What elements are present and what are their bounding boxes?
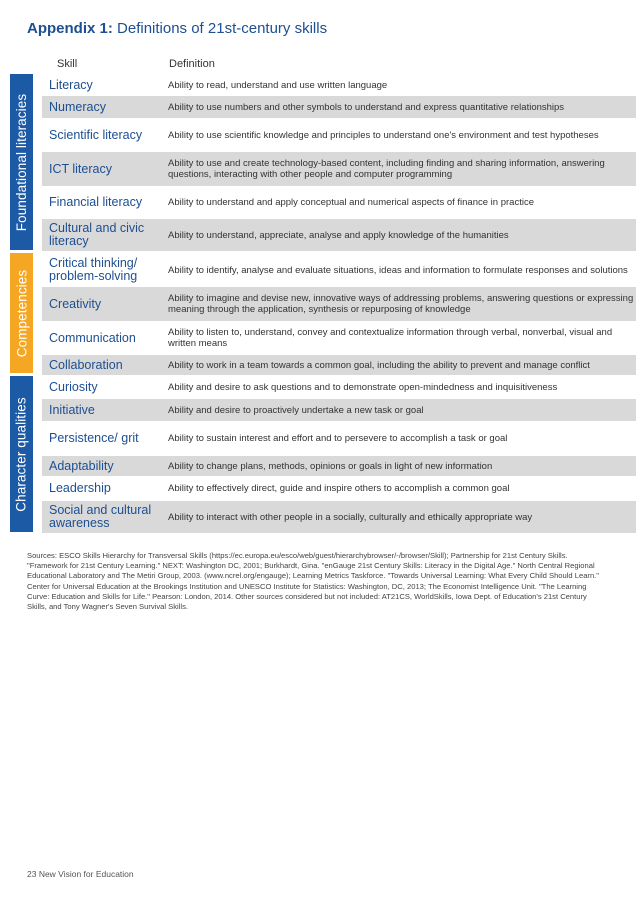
table-row (42, 218, 636, 251)
sources-note: Sources: ESCO Skills Hierarchy for Transversal Skills (https://ec.europa.eu/esco/web/guest/hierarchybrowser/-/browser/Skill); Partnership for 21st Century Skills. "Framework for 21st Century Learning." NEXT: Washington DC, 2001; Burkhardt, Gina. "enGauge 21st Century Skills: Literacy in the Digital Age." North Central Regional Educational Laboratory and The Metiri Group, 2003. (www.ncrel.org/engauge); Learning Metrics Taskforce. "Towards Universal Learning: What Every Child Should Learn." Center for Universal Education at the Brookings Institution and UNESCO Institute for Statistics: Washington, DC, 2013; The Economist Intelligence Unit. "The Learning Curve: Education and Skills for Life." Pearson: London, 2014. Other sources considered but not included: AT21CS, WorldSkills, Iowa Dept. of Education's 21st Century Skills, and Tony Wagner's Seven Survival Skills. (27, 551, 599, 612)
skill-name: Adaptability (49, 458, 114, 473)
skill-definition: Ability to effectively direct, guide and inspire others to accomplish a common goal (168, 483, 510, 494)
skill-definition: Ability to understand and apply conceptual and numerical aspects of finance in practice (168, 197, 534, 208)
skill-name: Initiative (49, 402, 95, 417)
skill-definition: Ability to interact with other people in a socially, culturally and ethically appropriate way (168, 511, 533, 523)
table-row (42, 74, 636, 95)
table-row (42, 500, 636, 533)
skill-definition: Ability to use scientific knowledge and principles to understand one's environment and test hypotheses (168, 129, 599, 141)
table-row (42, 95, 636, 118)
skill-definition: Ability to read, understand and use written language (168, 79, 388, 91)
column-header-definition: Definition (169, 58, 215, 70)
skill-definition: Ability to identify, analyse and evaluate situations, ideas and information to formulate responses and solutions (168, 264, 628, 276)
table-row (42, 253, 636, 286)
skill-name: Social and cultural awareness (49, 503, 152, 530)
skill-name: Leadership (49, 481, 111, 495)
skill-name: Persistence/ grit (49, 430, 139, 445)
skill-name: Communication (49, 330, 136, 345)
skill-name: Literacy (49, 77, 93, 92)
skill-name: Creativity (49, 296, 102, 311)
table-row (42, 376, 636, 398)
skill-definition: Ability and desire to ask questions and to demonstrate open-mindedness and inquisitiveness (168, 382, 558, 393)
skill-name: Collaboration (49, 357, 123, 372)
skill-name: Numeracy (49, 99, 106, 114)
skill-definition: Ability to understand, appreciate, analyse and apply knowledge of the humanities (168, 229, 509, 241)
page-footer: 23 New Vision for Education (27, 869, 134, 879)
column-header-skill: Skill (57, 58, 78, 70)
skill-name: Cultural and civic literacy (49, 221, 145, 248)
skill-name: Critical thinking/ problem-solving (49, 256, 138, 283)
page-title (27, 20, 327, 37)
group-label-foundational (10, 74, 33, 250)
table-row (42, 455, 636, 476)
skill-definition: Ability to imagine and devise new, innovative ways of addressing problems, answering questions or expressing meaning through the application, synthesis or repurposing of knowledge (168, 293, 634, 315)
table-row (42, 476, 636, 500)
skill-name: Financial literacy (49, 195, 143, 209)
skill-definition: Ability to sustain interest and effort and to persevere to accomplish a task or goal (168, 432, 508, 444)
skill-definition: Ability and desire to proactively undertake a new task or goal (168, 404, 424, 416)
group-label-text: Character qualities (14, 396, 29, 512)
skill-name: ICT literacy (49, 161, 112, 176)
group-label-competencies (10, 253, 33, 373)
skill-definition: Ability to listen to, understand, convey and contextualize information through verbal, nonverbal, visual and written means (168, 327, 613, 349)
skill-definition: Ability to use numbers and other symbols to understand and express quantitative relationships (168, 101, 565, 113)
skill-definition: Ability to use and create technology-based content, including finding and sharing information, answering questions, interacting with other people and computer programming (168, 158, 605, 180)
table-row (42, 118, 636, 151)
skill-name: Curiosity (49, 380, 98, 394)
table-row (42, 151, 636, 186)
group-label-text: Foundational literacies (14, 93, 30, 231)
table-row (42, 354, 636, 375)
group-label-character (10, 376, 33, 532)
table-row (42, 321, 636, 354)
table-row (42, 286, 636, 321)
skill-name: Scientific literacy (49, 127, 143, 142)
table-row (42, 186, 636, 218)
skill-definition: Ability to change plans, methods, opinions or goals in light of new information (168, 460, 493, 472)
group-label-text: Competencies (14, 269, 29, 357)
table-row (42, 421, 636, 454)
table-row (42, 398, 636, 421)
skill-definition: Ability to work in a team towards a common goal, including the ability to prevent and manage conflict (168, 359, 590, 371)
title-rest: Definitions of 21st-century skills (117, 20, 328, 37)
title-bold: Appendix 1: (27, 20, 113, 37)
